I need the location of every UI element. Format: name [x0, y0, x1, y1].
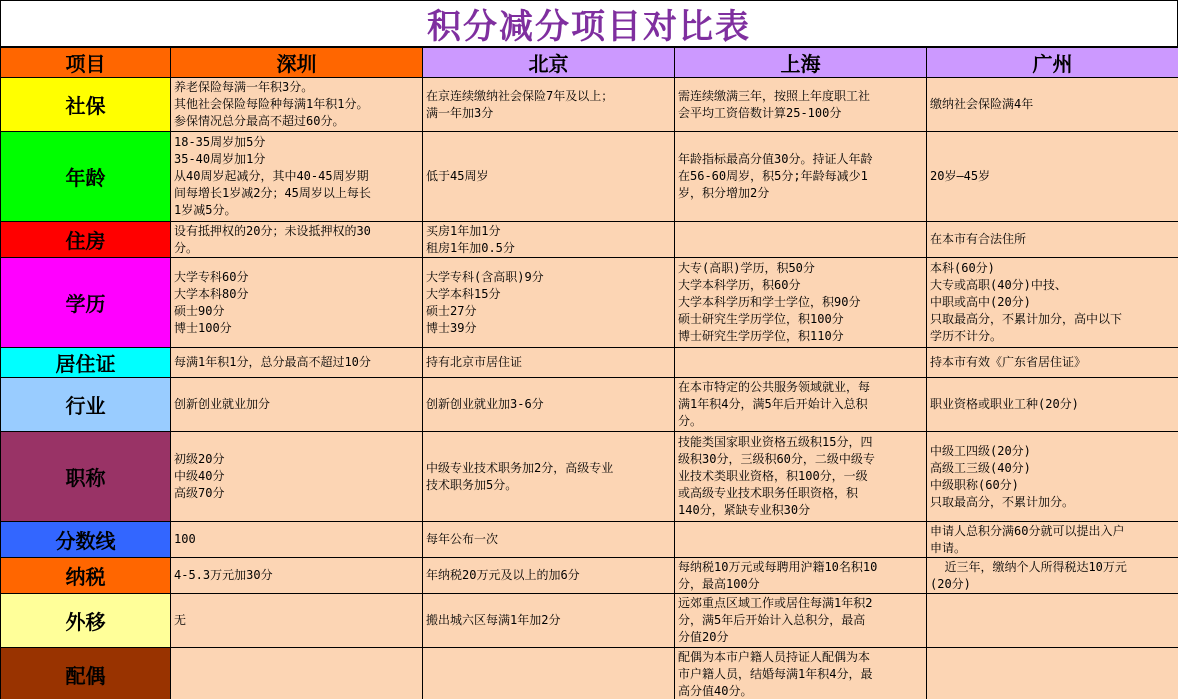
header-label-shanghai: 上海 — [780, 52, 821, 76]
header-row — [1, 48, 1178, 78]
cell-beijing: 持有北京市居住证 — [423, 348, 675, 378]
row-category-label: 行业 — [65, 394, 106, 418]
row-category — [1, 132, 171, 222]
cell-shanghai — [675, 222, 927, 258]
cell-beijing: 在京连续缴纳社会保险7年及以上； 满一年加3分 — [423, 78, 675, 132]
row-category — [1, 594, 171, 648]
cell-shanghai — [675, 522, 927, 558]
row-category — [1, 648, 171, 699]
cell-shanghai: 年龄指标最高分值30分。持证人年龄 在56-60周岁，积5分;年龄每减少1 岁，积分增加2分 — [675, 132, 927, 222]
page-title: 积分减分项目对比表 — [427, 7, 751, 47]
cell-beijing — [423, 648, 675, 699]
cell-guangzhou: 持本市有效《广东省居住证》 — [927, 348, 1178, 378]
cell-guangzhou — [927, 594, 1178, 648]
cell-beijing: 低于45周岁 — [423, 132, 675, 222]
cell-shanghai: 每纳税10万元或每聘用沪籍10名积10 分，最高100分 — [675, 558, 927, 594]
row-category-label: 纳税 — [65, 565, 106, 589]
cell-shenzhen — [171, 648, 423, 699]
cell-shenzhen: 每满1年积1分，总分最高不超过10分 — [171, 348, 423, 378]
cell-beijing: 搬出城六区每满1年加2分 — [423, 594, 675, 648]
row-category-label: 职称 — [65, 466, 106, 490]
cell-shenzhen: 无 — [171, 594, 423, 648]
cell-beijing: 年纳税20万元及以上的加6分 — [423, 558, 675, 594]
table-row-tax — [1, 558, 1178, 594]
cell-shenzhen: 大学专科60分 大学本科80分 硕士90分 博士100分 — [171, 258, 423, 348]
table-row-industry — [1, 378, 1178, 432]
row-category — [1, 258, 171, 348]
table-row-spouse — [1, 648, 1178, 699]
comparison-table — [0, 47, 1178, 699]
cell-beijing: 中级专业技术职务加2分，高级专业 技术职务加5分。 — [423, 432, 675, 522]
header-cell-item — [1, 48, 171, 78]
row-category — [1, 558, 171, 594]
cell-beijing: 大学专科(含高职)9分 大学本科15分 硕士27分 博士39分 — [423, 258, 675, 348]
cell-shenzhen: 初级20分 中级40分 高级70分 — [171, 432, 423, 522]
cell-guangzhou: 申请人总积分满60分就可以提出入户 申请。 — [927, 522, 1178, 558]
cell-shenzhen: 养老保险每满一年积3分。 其他社会保险每险种每满1年积1分。 参保情况总分最高不超过60分。 — [171, 78, 423, 132]
cell-shanghai — [675, 348, 927, 378]
cell-guangzhou: 本科(60分) 大专或高职(40分)中技、 中职或高中(20分) 只取最高分，不累计加分，高中以下 学历不计分。 — [927, 258, 1178, 348]
row-category — [1, 522, 171, 558]
row-category — [1, 378, 171, 432]
cell-shenzhen: 18-35周岁加5分 35-40周岁加1分 从40周岁起减分，其中40-45周岁期 间每增长1岁减2分；45周岁以上每长 1岁减5分。 — [171, 132, 423, 222]
title-bar — [0, 0, 1178, 47]
table-row-score-line — [1, 522, 1178, 558]
cell-guangzhou: 中级工四级(20分) 高级工三级(40分) 中级职称(60分) 只取最高分，不累计加分。 — [927, 432, 1178, 522]
cell-beijing: 买房1年加1分 租房1年加0.5分 — [423, 222, 675, 258]
table-row-title — [1, 432, 1178, 522]
cell-guangzhou — [927, 648, 1178, 699]
table-row-age — [1, 132, 1178, 222]
row-category-label: 分数线 — [55, 529, 116, 553]
header-cell-beijing — [423, 48, 675, 78]
cell-guangzhou: 职业资格或职业工种(20分) — [927, 378, 1178, 432]
cell-shanghai: 远郊重点区域工作或居住每满1年积2 分，满5年后开始计入总积分，最高 分值20分 — [675, 594, 927, 648]
cell-beijing: 每年公布一次 — [423, 522, 675, 558]
row-category — [1, 348, 171, 378]
header-label-item: 项目 — [65, 52, 106, 76]
table-row-education — [1, 258, 1178, 348]
cell-guangzhou: 20岁—45岁 — [927, 132, 1178, 222]
row-category-label: 住房 — [65, 229, 106, 253]
table-row-social-insurance — [1, 78, 1178, 132]
header-label-shenzhen: 深圳 — [276, 52, 317, 76]
cell-guangzhou: 近三年，缴纳个人所得税达10万元 (20分) — [927, 558, 1178, 594]
cell-shanghai: 技能类国家职业资格五级积15分，四 级积30分，三级积60分，二级中级专 业技术类职业资格，积100分，一级 或高级专业技术职务任职资格，积 140分，紧缺专业积30分 — [675, 432, 927, 522]
row-category — [1, 222, 171, 258]
row-category — [1, 432, 171, 522]
cell-shanghai: 在本市特定的公共服务领域就业，每 满1年积4分，满5年后开始计入总积 分。 — [675, 378, 927, 432]
row-category-label: 年龄 — [65, 166, 106, 190]
cell-shenzhen: 创新创业就业加分 — [171, 378, 423, 432]
row-category — [1, 78, 171, 132]
cell-beijing: 创新创业就业加3-6分 — [423, 378, 675, 432]
cell-shanghai: 需连续缴满三年，按照上年度职工社 会平均工资倍数计算25-100分 — [675, 78, 927, 132]
header-label-guangzhou: 广州 — [1032, 52, 1073, 76]
header-cell-shanghai — [675, 48, 927, 78]
cell-shanghai: 配偶为本市户籍人员持证人配偶为本 市户籍人员，结婚每满1年积4分，最 高分值40分。 — [675, 648, 927, 699]
row-category-label: 外移 — [65, 610, 106, 634]
row-category-label: 居住证 — [55, 352, 116, 376]
row-category-label: 社保 — [65, 94, 106, 118]
cell-guangzhou: 缴纳社会保险满4年 — [927, 78, 1178, 132]
cell-shenzhen: 设有抵押权的20分；未设抵押权的30 分。 — [171, 222, 423, 258]
row-category-label: 学历 — [65, 292, 106, 316]
table-row-residence-permit — [1, 348, 1178, 378]
cell-guangzhou: 在本市有合法住所 — [927, 222, 1178, 258]
cell-shanghai: 大专(高职)学历，积50分 大学本科学历，积60分 大学本科学历和学士学位，积90分 硕士研究生学历学位，积100分 博士研究生学历学位，积110分 — [675, 258, 927, 348]
table-row-relocation — [1, 594, 1178, 648]
header-cell-guangzhou — [927, 48, 1178, 78]
header-cell-shenzhen — [171, 48, 423, 78]
row-category-label: 配偶 — [65, 663, 106, 688]
cell-shenzhen: 4-5.3万元加30分 — [171, 558, 423, 594]
table-row-housing — [1, 222, 1178, 258]
cell-shenzhen: 100 — [171, 522, 423, 558]
header-label-beijing: 北京 — [528, 52, 569, 76]
